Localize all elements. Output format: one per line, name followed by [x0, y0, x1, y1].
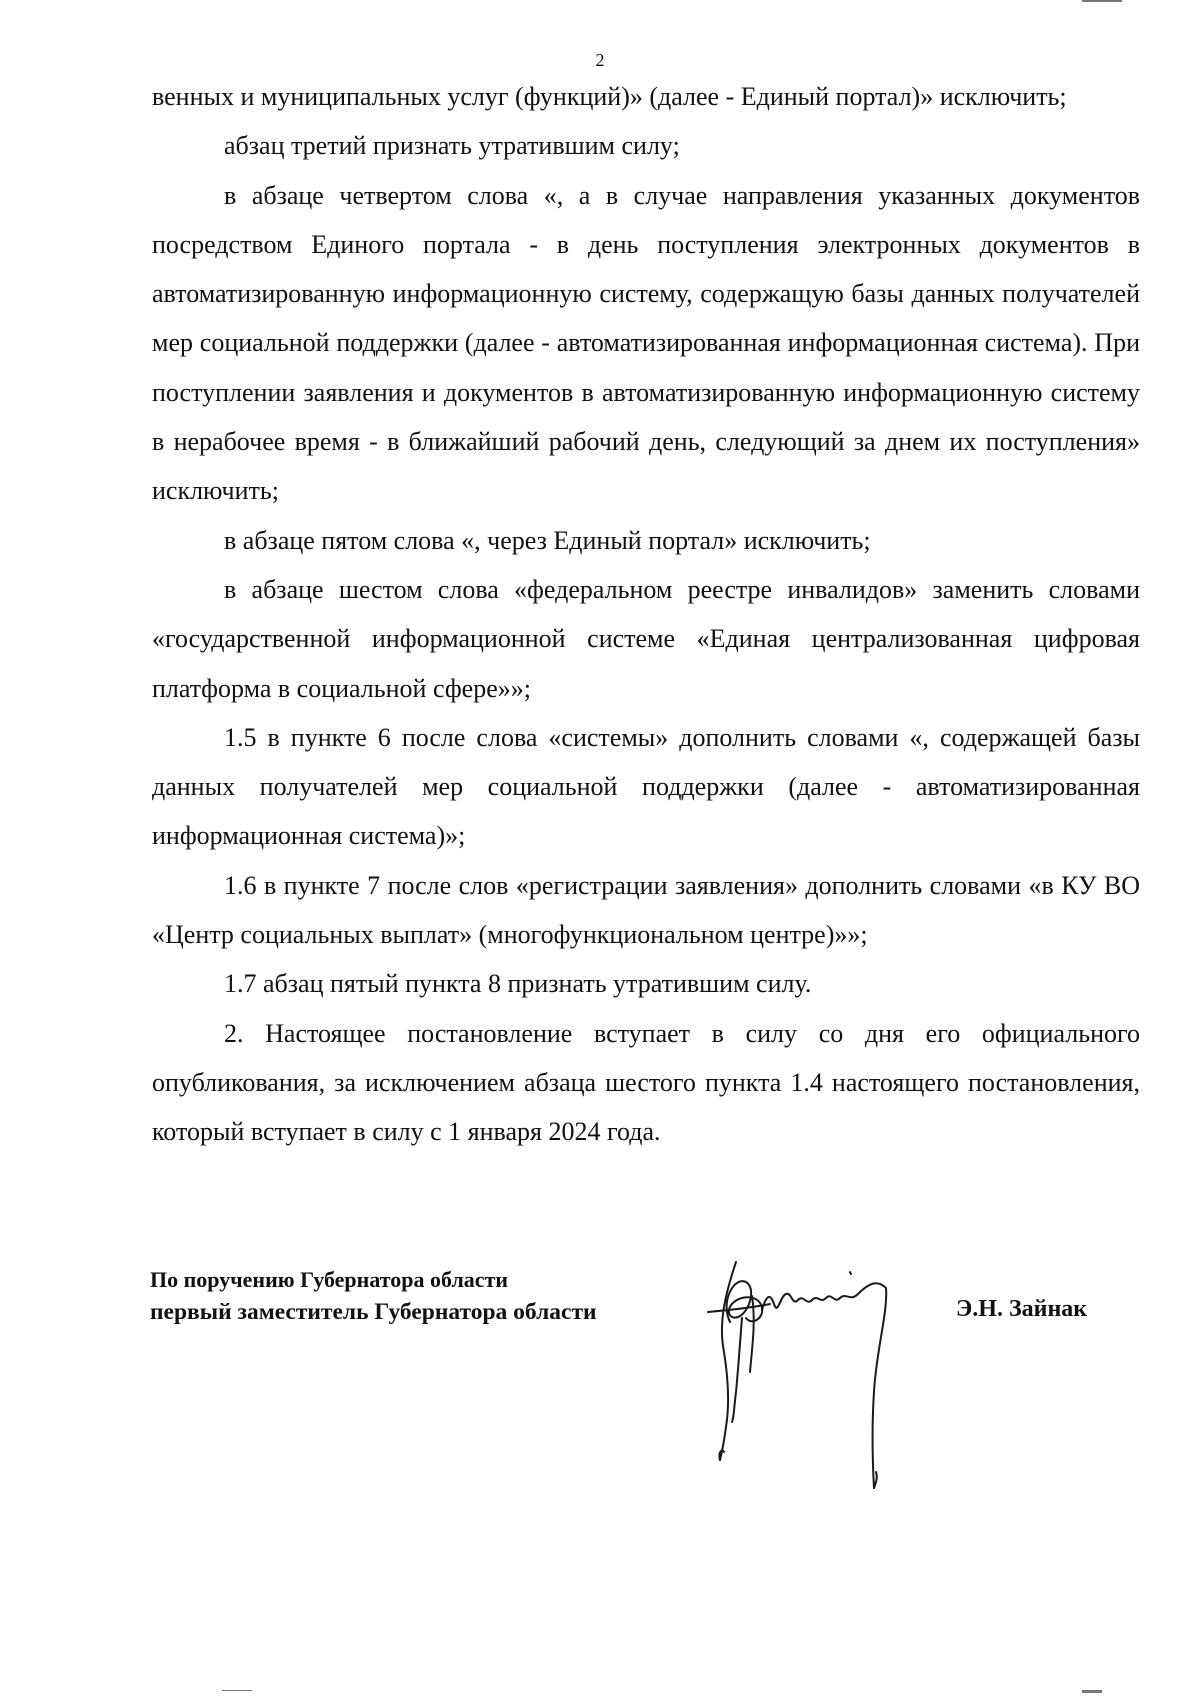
paragraph: в абзаце шестом слова «федеральном реестре инвалидов» заменить словами «государственной информационной системе «Единая централизованная цифровая платформа в социальной сфере»»;	[152, 574, 1140, 703]
paragraph: в абзаце четвертом слова «, а в случае направления указанных документов посредством Единого портала - в день поступления электронных документов в автоматизированную информационную систему, содержащую базы данных получателей мер социальной поддержки (далее - автоматизированная информационная система). При поступлении заявления и документов в автоматизированную информационную систему в нерабочее время - в ближайший рабочий день, следующий за днем их поступления» исключить;	[152, 180, 1140, 506]
signatory-authority: По поручению Губернатора области	[150, 1267, 509, 1292]
scan-mark-bottom-left	[222, 1690, 252, 1691]
paragraph: 2. Настоящее постановление вступает в силу со дня его официального опубликования, за исключением абзаца шестого пункта 1.4 настоящего постановления, который вступает в силу с 1 января 2024 года.	[152, 1018, 1140, 1147]
paragraph: 1.6 в пункте 7 после слов «регистрации заявления» дополнить словами «в КУ ВО «Центр социальных выплат» (многофункциональном центре)»»;	[152, 870, 1140, 950]
scan-mark-top-right	[1082, 0, 1122, 2]
page-number: 2	[595, 50, 605, 70]
scan-mark-bottom-right	[1082, 1690, 1102, 1693]
handwritten-signature	[700, 1252, 960, 1492]
paragraph: абзац третий признать утратившим силу;	[224, 131, 680, 161]
paragraph-continuation: венных и муниципальных услуг (функций)» (далее - Единый портал)» исключить;	[152, 82, 1067, 111]
signatory-name: Э.Н. Зайнак	[956, 1296, 1088, 1322]
signatory-position: первый заместитель Губернатора области	[150, 1299, 597, 1325]
paragraph: 1.7 абзац пятый пункта 8 признать утратившим силу.	[224, 969, 812, 999]
document-body	[152, 72, 1140, 1157]
paragraph: 1.5 в пункте 6 после слова «системы» дополнить словами «, содержащей базы данных получателей мер социальной поддержки (далее - автоматизированная информационная система)»;	[152, 722, 1140, 851]
paragraph: в абзаце пятом слова «, через Единый портал» исключить;	[224, 525, 871, 555]
signatory-block	[150, 1264, 597, 1328]
